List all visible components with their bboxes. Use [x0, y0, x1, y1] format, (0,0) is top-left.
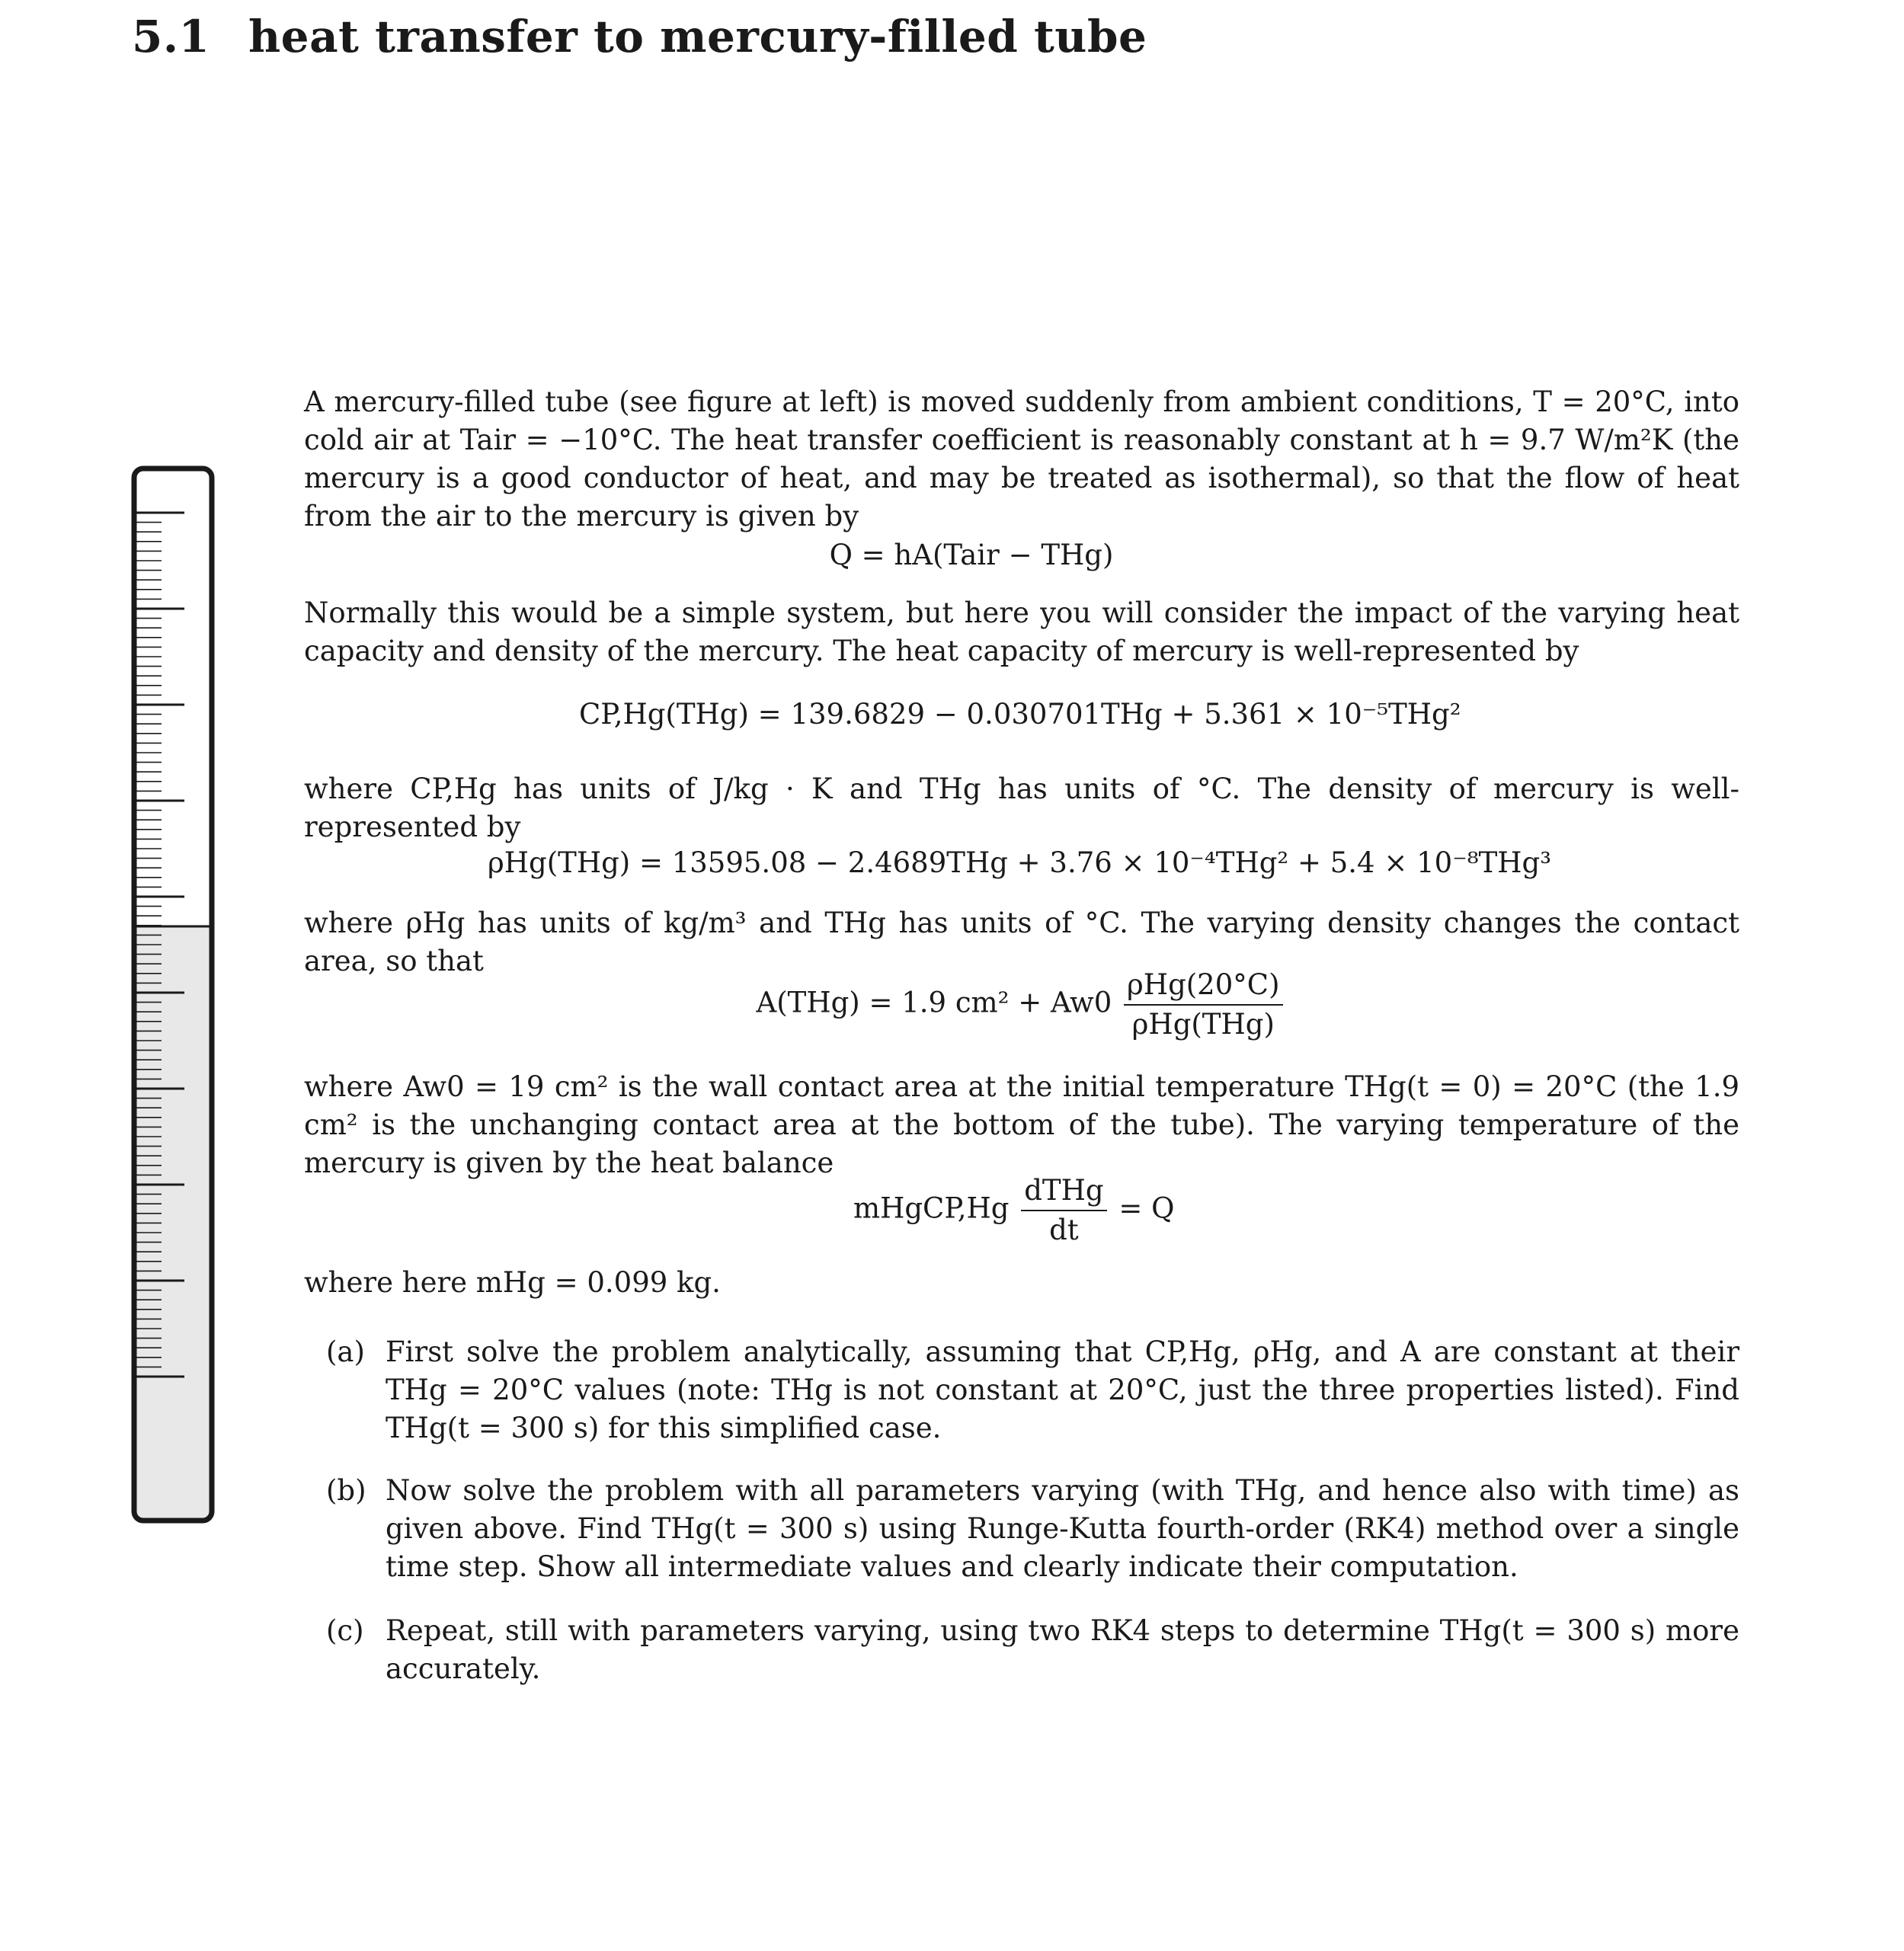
paragraph-density: where CP,Hg has units of J/kg · K and THg has units of °C. The density of mercury is well-represented by [304, 772, 1739, 843]
part-text: First solve the problem analytically, assuming that CP,Hg, ρHg, and A are constant at their THg = 20°C values (note: THg is not constant at 20°C, just the three properties listed). Find THg(t = 300 s) for this simplified case. [386, 1335, 1739, 1444]
section-heading [132, 11, 1147, 62]
equation-balance-lhs: mHgCP,Hg [853, 1191, 1010, 1225]
question-part-a [326, 1333, 1739, 1447]
part-text: Repeat, still with parameters varying, using two RK4 steps to determine THg(t = 300 s) more accurately. [386, 1614, 1739, 1685]
paragraph-contact-area: where ρHg has units of kg/m³ and THg has units of °C. The varying density changes the contact area, so that [304, 907, 1739, 977]
question-part-b [326, 1472, 1739, 1586]
part-label: (c) [326, 1614, 364, 1647]
part-label: (a) [326, 1335, 365, 1368]
mercury-tube-icon [131, 465, 215, 1524]
paragraph-intro: A mercury-filled tube (see figure at left) is moved suddenly from ambient conditions, T = 20°C, into cold air at Tair = −10°C. The heat transfer coefficient is reasonably constant at h = 9.7 W/m²K (the mercury is a good conductor of heat, and may be treated as isothermal), so that the flow of heat from the air to the mercury is given by [304, 385, 1739, 533]
section-number: 5.1 [132, 11, 210, 62]
paragraph-heat-capacity: Normally this would be a simple system, but here you will consider the impact of the varying heat capacity and density of the mercury. The heat capacity of mercury is well-represented by [304, 596, 1739, 667]
equation-balance-fraction [1021, 1173, 1106, 1248]
equation-heat-balance [853, 1173, 1173, 1248]
fraction-denominator: ρHg(THg) [1131, 1008, 1275, 1041]
part-label: (b) [326, 1474, 366, 1507]
equation-heat-flow: Q = hA(Tair − THg) [829, 539, 1114, 571]
fraction-denominator: dt [1049, 1214, 1079, 1246]
equation-balance-rhs: = Q [1118, 1191, 1175, 1225]
equation-area-fraction [1124, 968, 1282, 1042]
paragraph-heat-balance: where Aw0 = 19 cm² is the wall contact area at the initial temperature THg(t = 0) = 20°C (the 1.9 cm² is the unchanging contact area at the bottom of the tube). The varying temperature of the mercury is given by the heat balance [304, 1070, 1739, 1179]
part-text: Now solve the problem with all parameters varying (with THg, and hence also with time) as given above. Find THg(t = 300 s) using Runge-Kutta fourth-order (RK4) method over a single time step. Show all intermediate values and clearly indicate their computation. [386, 1474, 1739, 1583]
equation-area-lhs: A(THg) = 1.9 cm² + Aw0 [756, 986, 1112, 1019]
equation-contact-area [754, 968, 1288, 1042]
fraction-numerator: dTHg [1021, 1173, 1106, 1211]
section-title: heat transfer to mercury-filled tube [248, 11, 1147, 62]
question-part-c [326, 1612, 1739, 1688]
paragraph-mass: where here mHg = 0.099 kg. [304, 1266, 721, 1299]
fraction-numerator: ρHg(20°C) [1124, 968, 1282, 1006]
equation-density: ρHg(THg) = 13595.08 − 2.4689THg + 3.76 × 10⁻⁴THg² + 5.4 × 10⁻⁸THg³ [488, 846, 1552, 879]
equation-heat-capacity: CP,Hg(THg) = 139.6829 − 0.030701THg + 5.361 × 10⁻⁵THg² [579, 698, 1461, 731]
